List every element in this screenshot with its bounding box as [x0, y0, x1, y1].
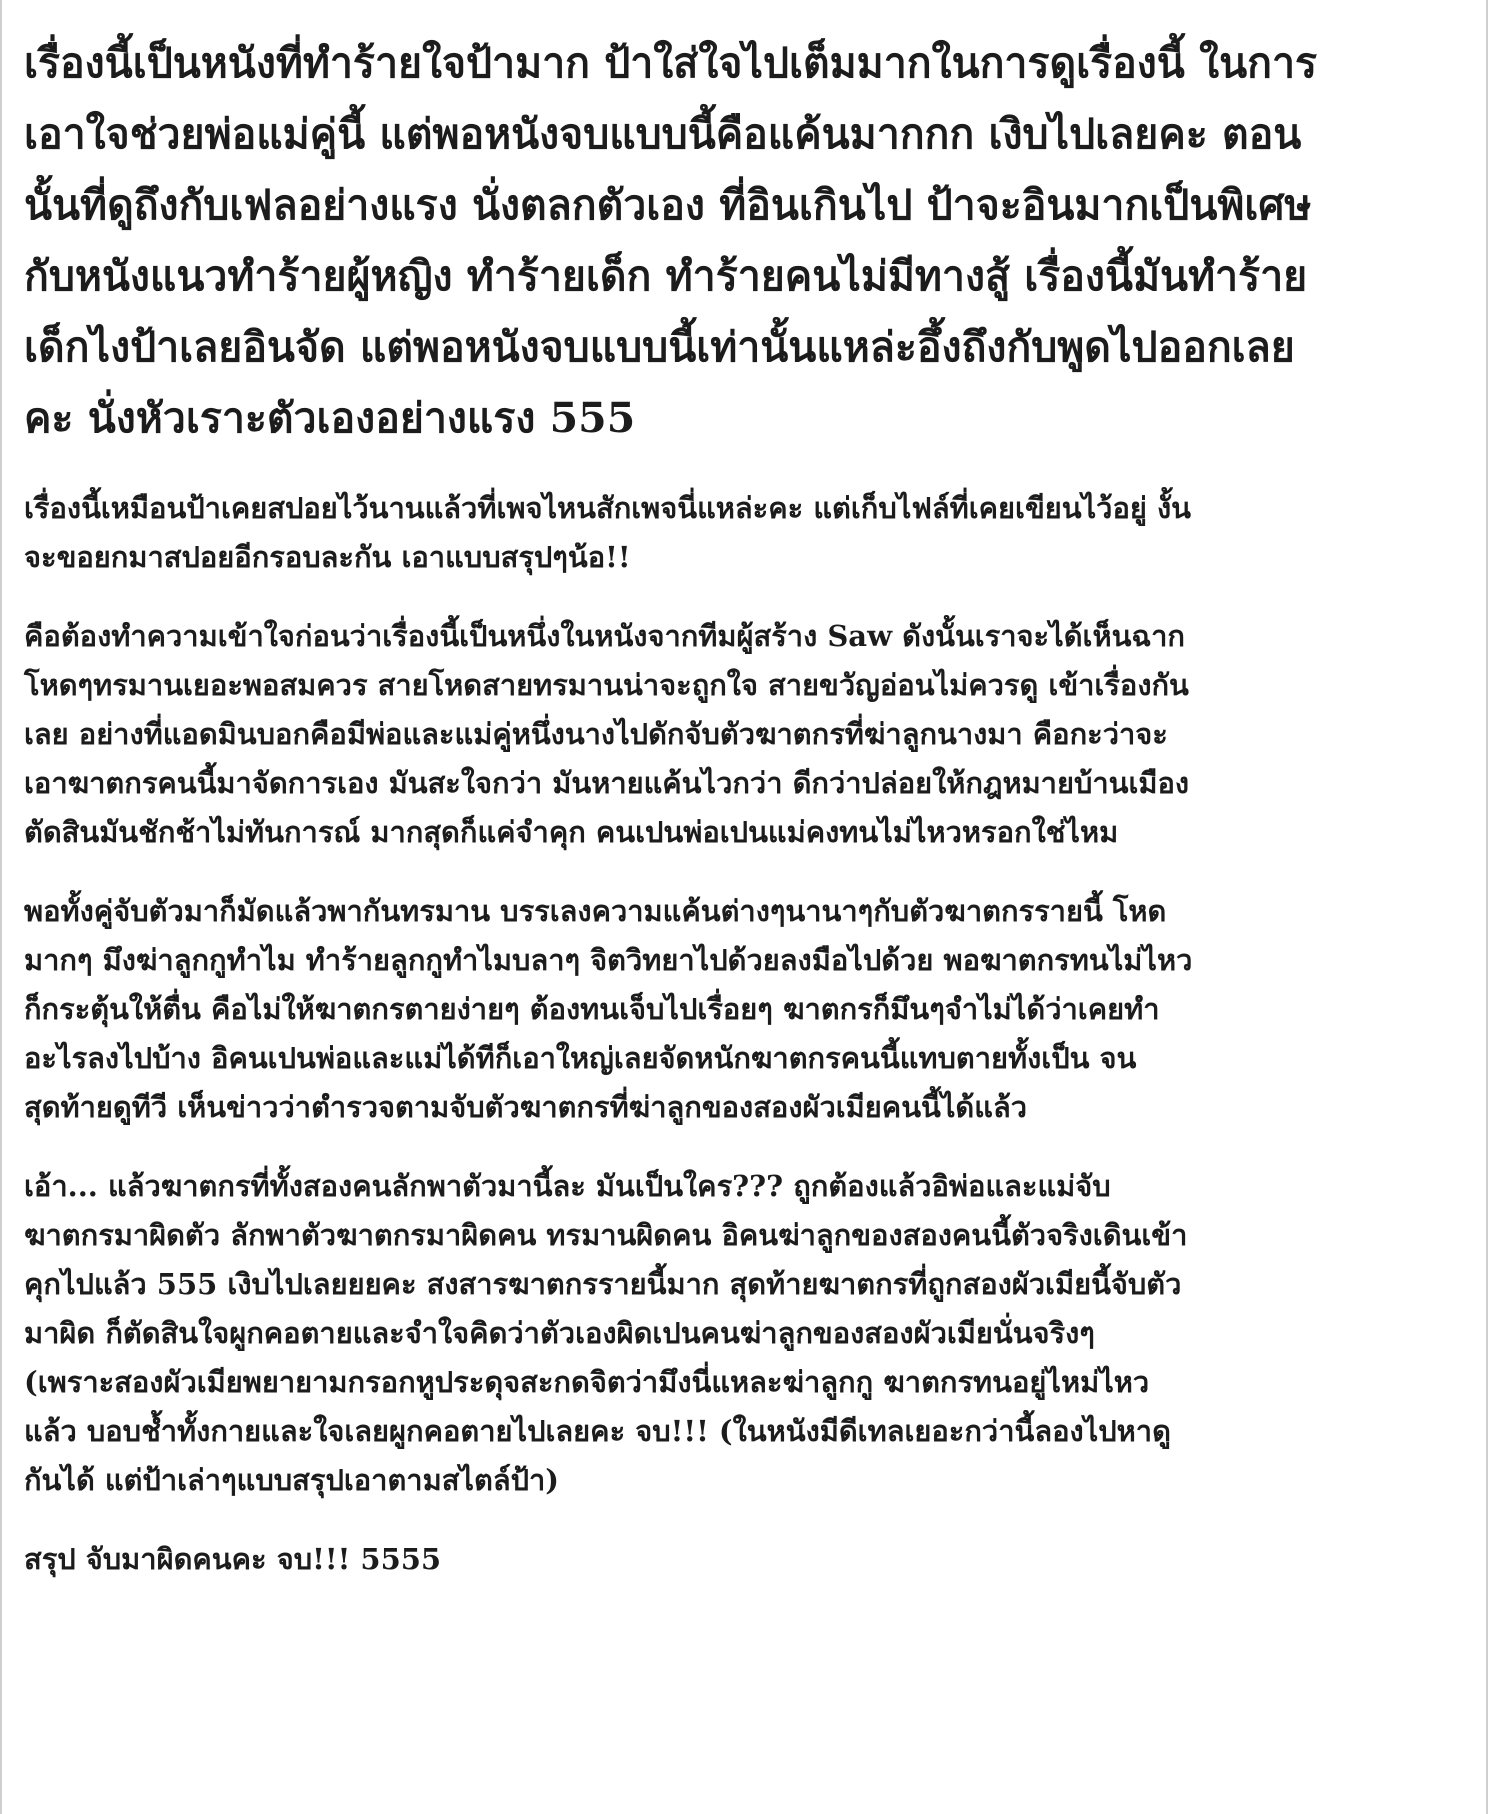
- text-line: จะขอยกมาสปอยอีกรอบละกัน เอาแบบสรุปๆน้อ!!: [24, 540, 631, 574]
- paragraph-1: [24, 484, 1464, 582]
- text-line: คุกไปแล้ว 555 เงิบไปเลยยยคะ สงสารฆาตกรรายนี้มาก สุดท้ายฆาตกรที่ถูกสองผัวเมียนี้จับตัว: [24, 1267, 1182, 1301]
- text-line: (เพราะสองผัวเมียพยายามกรอกหูประดุจสะกดจิตว่ามึงนี่แหละฆ่าลูกกู ฆาตกรทนอยู่ไหม่ไหว: [24, 1365, 1150, 1399]
- text-line: เด็กไงป้าเลยอินจัด แต่พอหนังจบแบบนี้เท่านั้นแหล่ะอึ้งถึงกับพูดไปออกเลย: [24, 323, 1295, 371]
- text-line: คือต้องทำความเข้าใจก่อนว่าเรื่องนี้เป็นหนึ่งในหนังจากทีมผู้สร้าง Saw ดังนั้นเราจะได้เห็นฉาก: [24, 619, 1185, 653]
- text-line: มาผิด ก็ตัดสินใจผูกคอตายและจำใจคิดว่าตัวเองผิดเปนคนฆ่าลูกของสองผัวเมียนั่นจริงๆ: [24, 1316, 1095, 1350]
- text-line: เอาฆาตกรคนนี้มาจัดการเอง มันสะใจกว่า มันหายแค้นไวกว่า ดีกว่าปล่อยให้กฎหมายบ้านเมือง: [24, 766, 1190, 800]
- text-line: พอทั้งคู่จับตัวมาก็มัดแล้วพากันทรมาน บรรเลงความแค้นต่างๆนานาๆกับตัวฆาตกรรายนี้ โหด: [24, 894, 1167, 928]
- text-line: กันได้ แต่ป้าเล่าๆแบบสรุปเอาตามสไตล์ป้า): [24, 1463, 559, 1497]
- paragraph-4: [24, 1162, 1464, 1505]
- article-body: [24, 28, 1464, 1584]
- text-line: เรื่องนี้เหมือนป้าเคยสปอยไว้นานแล้วที่เพจไหนสักเพจนี่แหล่ะคะ แต่เก็บไฟล์ที่เคยเขียนไว้อยู่ งั้น: [24, 491, 1191, 525]
- text-line: เลย อย่างที่แอดมินบอกคือมีพ่อและแม่คู่หนึ่งนางไปดักจับตัวฆาตกรที่ฆ่าลูกนางมา คือกะว่าจะ: [24, 717, 1168, 751]
- text-line: ตัดสินมันชักช้าไม่ทันการณ์ มากสุดก็แค่จำคุก คนเปนพ่อเปนแม่คงทนไม่ไหวหรอกใช่ไหม: [24, 815, 1119, 849]
- text-line: เอาใจช่วยพ่อแม่คู่นี้ แต่พอหนังจบแบบนี้คือแค้นมากกก เงิบไปเลยคะ ตอน: [24, 110, 1302, 158]
- paragraph-2: [24, 612, 1464, 857]
- lead-paragraph: [24, 28, 1464, 454]
- text-line: แล้ว บอบช้ำทั้งกายและใจเลยผูกคอตายไปเลยคะ จบ!!! (ในหนังมีดีเทลเยอะกว่านี้ลองไปหาดู: [24, 1414, 1171, 1448]
- text-line: กับหนังแนวทำร้ายผู้หญิง ทำร้ายเด็ก ทำร้ายคนไม่มีทางสู้ เรื่องนี้มันทำร้าย: [24, 252, 1308, 300]
- paragraph-summary: [24, 1535, 1464, 1584]
- paragraph-3: [24, 887, 1464, 1132]
- text-line: มากๆ มึงฆ่าลูกกูทำไม ทำร้ายลูกกูทำไมบลาๆ จิตวิทยาไปด้วยลงมือไปด้วย พอฆาตกรทนไม่ไหว: [24, 943, 1193, 977]
- text-line: สรุป จับมาผิดคนคะ จบ!!! 5555: [24, 1542, 442, 1576]
- text-line: เอ้า... แล้วฆาตกรที่ทั้งสองคนลักพาตัวมานี้ละ มันเป็นใคร??? ถูกต้องแล้วอิพ่อและแม่จับ: [24, 1169, 1111, 1203]
- text-line: โหดๆทรมานเยอะพอสมควร สายโหดสายทรมานน่าจะถูกใจ สายขวัญอ่อนไม่ควรดู เข้าเรื่องกัน: [24, 668, 1189, 702]
- text-line: คะ นั่งหัวเราะตัวเองอย่างแรง 555: [24, 394, 636, 442]
- text-line: สุดท้ายดูทีวี เห็นข่าวว่าตำรวจตามจับตัวฆาตกรที่ฆ่าลูกของสองผัวเมียคนนี้ได้แล้ว: [24, 1090, 1028, 1124]
- text-line: เรื่องนี้เป็นหนังที่ทำร้ายใจป้ามาก ป้าใส่ใจไปเต็มมากในการดูเรื่องนี้ ในการ: [24, 39, 1317, 87]
- text-line: ฆาตกรมาผิดตัว ลักพาตัวฆาตกรมาผิดคน ทรมานผิดคน อิคนฆ่าลูกของสองคนนี้ตัวจริงเดินเข้า: [24, 1218, 1188, 1252]
- text-line: ก็กระตุ้นให้ตื่น คือไม่ให้ฆาตกรตายง่ายๆ ต้องทนเจ็บไปเรื่อยๆ ฆาตกรก็มึนๆจำไม่ได้ว่าเคยทำ: [24, 992, 1160, 1026]
- text-line: อะไรลงไปบ้าง อิคนเปนพ่อและแม่ได้ทีก็เอาใหญ่เลยจัดหนักฆาตกรคนนี้แทบตายทั้งเป็น จน: [24, 1041, 1137, 1075]
- text-line: นั้นที่ดูถึงกับเฟลอย่างแรง นั่งตลกตัวเอง ที่อินเกินไป ป้าจะอินมากเป็นพิเศษ: [24, 181, 1312, 229]
